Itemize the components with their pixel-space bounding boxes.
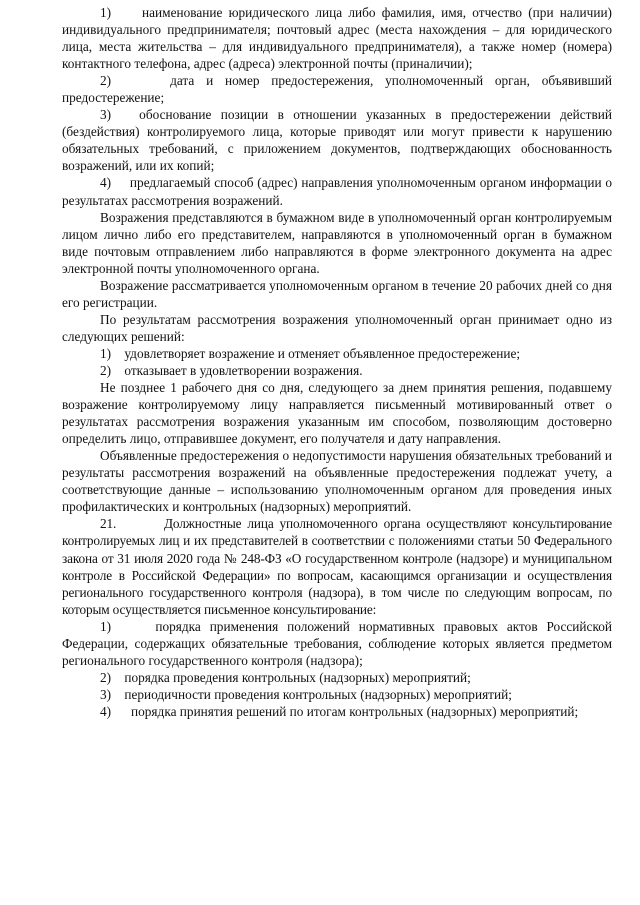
paragraph-consult-topic-3: 3) периодичности проведения контрольных (надзорных) мероприятий; (100, 686, 512, 702)
paragraph-consult-topic-1: 1) порядка применения положений нормативных правовых актов Российской Федерации, содержащих обязательные требования, соблюдение которых является предметом регионального государственного контроля (надзора); (62, 618, 612, 668)
paragraph-objection-submission: Возражения представляются в бумажном виде в уполномоченный орган контролируемым лицом лично либо его представителем, направляются в уполномоченный орган в бумажном виде почтовым отправлением либо направляются в форме электронного документа на адрес электронной почты уполномоченного органа. (62, 209, 612, 276)
document-body (62, 4, 612, 720)
paragraph-response-deadline: Не позднее 1 рабочего дня со дня, следующего за днем принятия решения, подавшему возражение контролируемому лицу направляется письменный мотивированный ответ о результатах рассмотрения возражения указанным им способом, позволяющим достоверно определить лицо, отправившее документ, его получателя и дату направления. (62, 380, 612, 447)
paragraph-review-decisions-intro: По результатам рассмотрения возражения уполномоченный орган принимает одно из следующих решений: (62, 311, 612, 344)
paragraph-item-4-response-method: 4) предлагаемый способ (адрес) направления уполномоченным органом информации о результатах рассмотрения возражений. (62, 175, 612, 208)
paragraph-consult-topic-2: 2) порядка проведения контрольных (надзорных) мероприятий; (100, 669, 471, 685)
paragraph-decision-2: 2) отказывает в удовлетворении возражения. (100, 362, 363, 378)
paragraph-section-21-consulting: 21. Должностные лица уполномоченного органа осуществляют консультирование контролируемых лиц и их представителей в соответствии с положениями статьи 50 Федерального закона от 31 июля 2020 года № 248-ФЗ «О государственном контроле (надзоре) и муниципальном контроле в Российской Федерации» по вопросам, касающимся организации и осуществления регионального государственного контроля (надзора), в том числе по следующим вопросам, по которым осуществляется письменное консультирование: (62, 516, 612, 617)
paragraph-objection-review-term: Возражение рассматривается уполномоченным органом в течение 20 рабочих дней со дня его регистрации. (62, 277, 612, 310)
paragraph-consult-topic-4: 4) порядка принятия решений по итогам контрольных (надзорных) мероприятий; (100, 703, 579, 719)
paragraph-item-3-position-grounds: 3) обоснование позиции в отношении указанных в предостережении действий (бездействия) контролируемого лица, которые приводят или могут привести к нарушению обязательных требований, с приложением документов, подтверждающих обоснованность возражений, или их копий; (62, 107, 612, 174)
paragraph-item-2-warning-details: 2) дата и номер предостережения, уполномоченный орган, объявивший предостережение; (62, 73, 612, 106)
paragraph-item-1-applicant-info: 1) наименование юридического лица либо фамилия, имя, отчество (при наличии) индивидуального предпринимателя; почтовый адрес (места нахождения – для юридического лица, места жительства – для индивидуального предпринимателя), а также номер (номера) контактного телефона, адрес (адреса) электронной почты (приналичии); (62, 5, 612, 72)
paragraph-decision-1: 1) удовлетворяет возражение и отменяет объявленное предостережение; (100, 345, 521, 361)
paragraph-warnings-accounting: Объявленные предостережения о недопустимости нарушения обязательных требований и результаты рассмотрения возражений на объявленные предостережения подлежат учету, а соответствующие данные – использованию уполномоченным органом для проведения иных профилактических и контрольных (надзорных) мероприятий. (62, 448, 612, 515)
